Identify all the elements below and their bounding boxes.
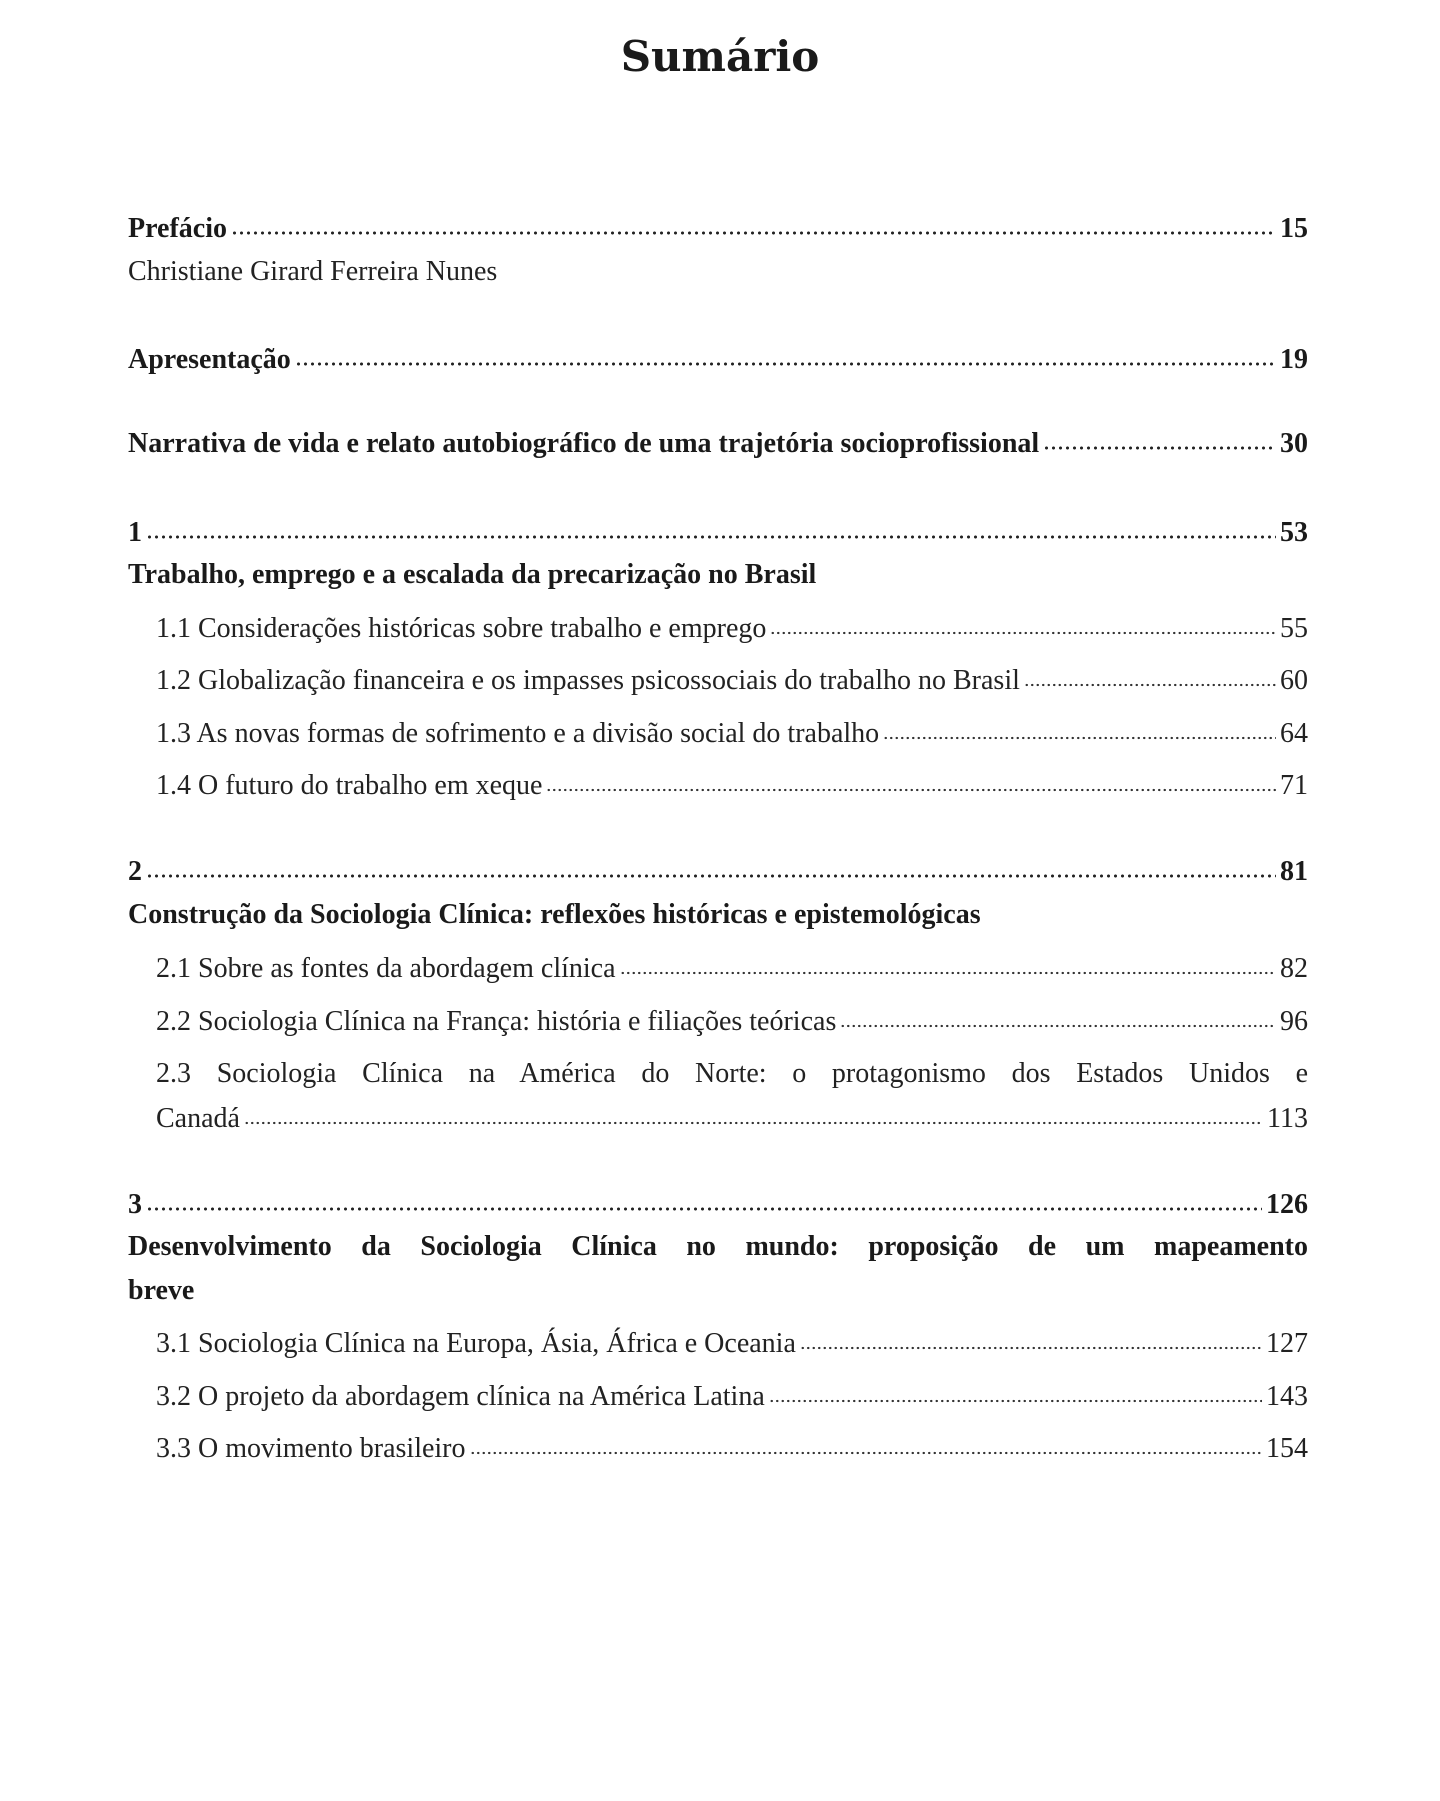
toc-section-label: 1.3 As novas formas de sofrimento e a divisão social do trabalho: [156, 718, 880, 749]
dot-leader: [770, 631, 1276, 635]
toc-section[interactable]: [156, 953, 1308, 985]
toc-page-number: 126: [1266, 1189, 1308, 1220]
toc-section[interactable]: [156, 1433, 1308, 1465]
toc-section[interactable]: [156, 1328, 1308, 1360]
toc-section-label: 1.2 Globalização financeira e os impasses psicossociais do trabalho no Brasil: [156, 665, 1020, 696]
toc-section[interactable]: [156, 1006, 1308, 1038]
dot-leader: [620, 971, 1276, 975]
toc-page-number: 143: [1266, 1381, 1308, 1412]
toc-entry-author: Christiane Girard Ferreira Nunes: [128, 256, 498, 287]
dot-leader: [146, 535, 1276, 539]
chapter-number: 2: [128, 856, 142, 887]
dot-leader: [883, 736, 1276, 740]
toc-page-number: 55: [1280, 613, 1308, 644]
dot-leader: [840, 1024, 1276, 1028]
toc-page-number: 30: [1280, 428, 1308, 459]
dot-leader: [1043, 446, 1276, 450]
toc-section-label: Canadá: [156, 1103, 240, 1134]
toc-section-label: 3.1 Sociologia Clínica na Europa, Ásia, África e Oceania: [156, 1328, 796, 1359]
dot-leader: [146, 1207, 1262, 1211]
dot-leader: [546, 788, 1276, 792]
toc-entry-label: Narrativa de vida e relato autobiográfico de uma trajetória socioprofissional: [128, 428, 1040, 459]
toc-section-label: 1.1 Considerações históricas sobre trabalho e emprego: [156, 613, 767, 644]
toc-page-number: 71: [1280, 770, 1308, 801]
chapter-title: Construção da Sociologia Clínica: reflexões históricas e epistemológicas: [128, 899, 981, 930]
page-title: Sumário: [620, 32, 820, 81]
chapter-title: Trabalho, emprego e a escalada da precarização no Brasil: [128, 559, 817, 590]
dot-leader: [1024, 683, 1276, 687]
toc-section[interactable]: [156, 1103, 1308, 1135]
chapter-title-line1: Desenvolvimento da Sociologia Clínica no mundo: proposição de um mapeamento: [128, 1231, 1308, 1262]
toc-entry-label: Prefácio: [128, 213, 227, 244]
toc-entry-prefacio[interactable]: [128, 213, 1308, 245]
toc-page-number: 60: [1280, 665, 1308, 696]
toc-page-number: 53: [1280, 517, 1308, 548]
toc-entry-label: Apresentação: [128, 344, 291, 375]
toc-chapter-3[interactable]: [128, 1189, 1308, 1221]
toc-entry-apresentacao[interactable]: [128, 344, 1308, 376]
toc-page-number: 19: [1280, 344, 1308, 375]
dot-leader: [800, 1346, 1262, 1350]
toc-page-number: 96: [1280, 1006, 1308, 1037]
chapter-title-line2: breve: [128, 1275, 195, 1306]
toc-page-number: 154: [1266, 1433, 1308, 1464]
toc-section[interactable]: [156, 770, 1308, 802]
toc-section[interactable]: [156, 718, 1308, 750]
toc-page-number: 127: [1266, 1328, 1308, 1359]
toc-section-label-line1[interactable]: 2.3 Sociologia Clínica na América do Norte: o protagonismo dos Estados Unidos e: [156, 1058, 1308, 1089]
dot-leader: [244, 1121, 1263, 1125]
dot-leader: [295, 362, 1276, 366]
toc-page-number: 113: [1267, 1103, 1308, 1134]
toc-section-label: 3.3 O movimento brasileiro: [156, 1433, 466, 1464]
toc-entry-narrativa[interactable]: [128, 428, 1308, 460]
toc-section-label: 2.1 Sobre as fontes da abordagem clínica: [156, 953, 616, 984]
toc-page-number: 15: [1280, 213, 1308, 244]
toc-section[interactable]: [156, 665, 1308, 697]
toc-section-label: 2.2 Sociologia Clínica na França: história e filiações teóricas: [156, 1006, 837, 1037]
dot-leader: [146, 874, 1276, 878]
chapter-number: 1: [128, 517, 142, 548]
dot-leader: [231, 231, 1276, 235]
toc-chapter-1[interactable]: [128, 517, 1308, 549]
toc-section[interactable]: [156, 1381, 1308, 1413]
toc-page-number: 82: [1280, 953, 1308, 984]
toc-page-number: 81: [1280, 856, 1308, 887]
chapter-number: 3: [128, 1189, 142, 1220]
toc-section-label: 3.2 O projeto da abordagem clínica na América Latina: [156, 1381, 765, 1412]
dot-leader: [470, 1451, 1262, 1455]
toc-section[interactable]: [156, 613, 1308, 645]
toc-chapter-2[interactable]: [128, 856, 1308, 888]
dot-leader: [769, 1399, 1262, 1403]
toc-page-number: 64: [1280, 718, 1308, 749]
toc-section-label: 1.4 O futuro do trabalho em xeque: [156, 770, 543, 801]
